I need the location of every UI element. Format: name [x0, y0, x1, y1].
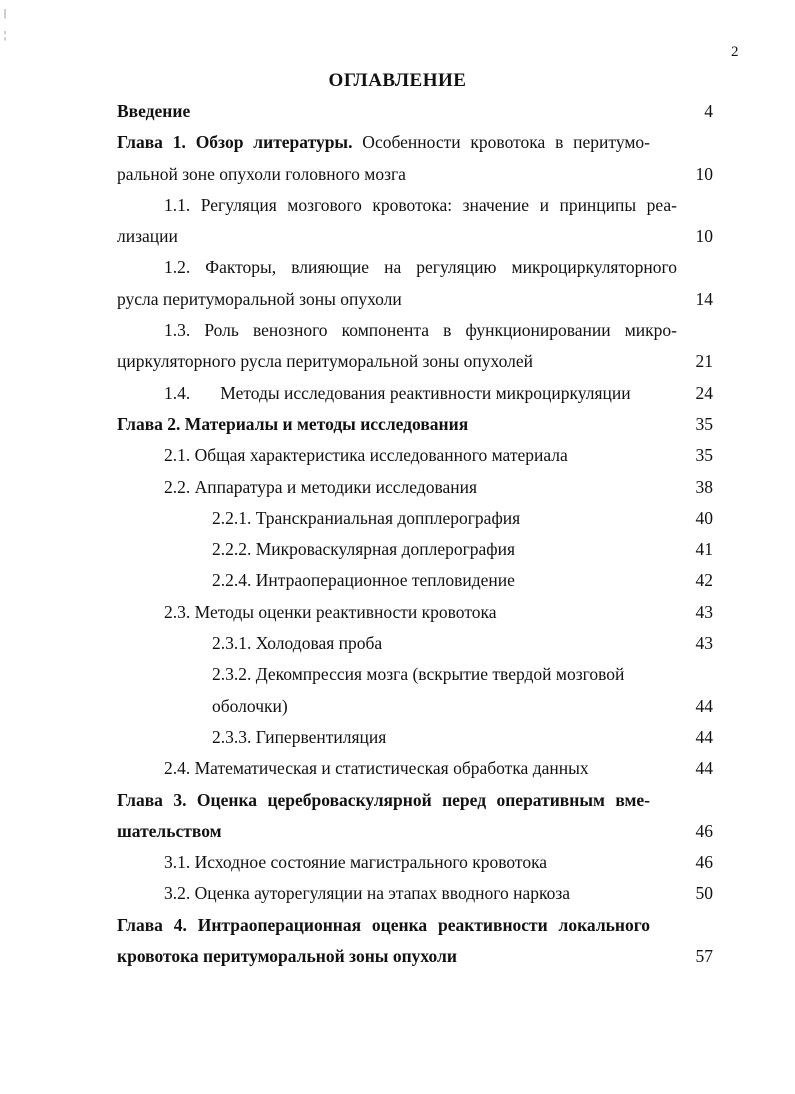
- toc-entry-page: 46: [695, 820, 713, 841]
- toc-entry-page: 44: [695, 758, 713, 779]
- table-of-contents: [117, 96, 717, 972]
- toc-entry-chapter-4-cont: [117, 941, 717, 972]
- toc-entry-number: 1.4.: [164, 382, 191, 403]
- toc-entry-page: 40: [695, 507, 713, 528]
- toc-entry-label: 2.3.3. Гипервентиляция: [212, 726, 387, 747]
- toc-entry-label: 3.2. Оценка ауторегуляции на этапах вводного наркоза: [164, 883, 571, 904]
- toc-entry-label: 2.3.2. Декомпрессия мозга (вскрытие твердой мозговой: [212, 664, 625, 685]
- toc-entry-page: 43: [695, 633, 713, 654]
- toc-entry-2-1: [117, 440, 717, 471]
- toc-entry-page: 14: [695, 288, 713, 309]
- toc-entry-1-2: [117, 252, 717, 283]
- toc-entry-label: Глава 3. Оценка цереброваскулярной перед оперативным вме-: [117, 789, 650, 810]
- margin-scan-mark: |: [4, 8, 7, 19]
- toc-entry-label: русла перитуморальной зоны опухоли: [117, 288, 402, 309]
- page-title: ОГЛАВЛЕНИЕ: [328, 70, 467, 91]
- toc-entry-1-3: [117, 315, 717, 346]
- toc-entry-page: 10: [695, 226, 713, 247]
- toc-entry-page: 57: [695, 946, 713, 967]
- toc-entry-3-1: [117, 847, 717, 878]
- toc-entry-label: 1.3. Роль венозного компонента в функционировании микро-: [164, 320, 677, 341]
- toc-entry-intro: [117, 96, 717, 127]
- toc-entry-1-1-cont: [117, 221, 717, 252]
- toc-entry-2-3-2: [117, 659, 717, 690]
- toc-entry-2-2: [117, 472, 717, 503]
- toc-entry-page: 44: [695, 695, 713, 716]
- toc-entry-page: 24: [695, 382, 713, 403]
- toc-entry-page: 38: [695, 476, 713, 497]
- toc-entry-label: Глава 4. Интраоперационная оценка реактивности локального: [117, 914, 650, 935]
- toc-entry-2-3: [117, 597, 717, 628]
- toc-entry-label: 2.2.1. Транскраниальная допплерография: [212, 507, 521, 528]
- toc-entry-1-3-cont: [117, 346, 717, 377]
- toc-entry-label: 1.2. Факторы, влияющие на регуляцию микроциркуляторного: [164, 257, 677, 278]
- toc-entry-chapter-1-cont: [117, 159, 717, 190]
- toc-chapter-heading: Глава 1. Обзор литературы.: [117, 132, 353, 153]
- toc-entry-page: 42: [695, 570, 713, 591]
- toc-entry-label: Глава 2. Материалы и методы исследования: [117, 413, 469, 434]
- toc-entry-page: 50: [695, 883, 713, 904]
- toc-entry-2-2-4: [117, 565, 717, 596]
- toc-entry-label: 2.1. Общая характеристика исследованного материала: [164, 445, 568, 466]
- toc-entry-label: 2.2.4. Интраоперационное тепловидение: [212, 570, 515, 591]
- toc-entry-label: шательством: [117, 820, 222, 841]
- toc-entry-page: 35: [695, 413, 713, 434]
- toc-entry-page: 41: [695, 539, 713, 560]
- toc-entry-2-3-1: [117, 628, 717, 659]
- toc-entry-page: 4: [704, 101, 713, 121]
- toc-entry-page: 44: [695, 726, 713, 747]
- margin-scan-mark: ¦: [4, 30, 7, 41]
- toc-entry-page: 43: [695, 601, 713, 622]
- toc-entry-1-1: [117, 190, 717, 221]
- toc-entry-label: Введение: [117, 101, 191, 121]
- toc-entry-label: 2.3.1. Холодовая проба: [212, 633, 383, 654]
- toc-entry-label: 2.2.2. Микроваскулярная доплерография: [212, 539, 516, 560]
- toc-entry-1-4: [117, 378, 717, 409]
- toc-entry-chapter-4: [117, 910, 717, 941]
- toc-entry-page: 10: [695, 163, 713, 184]
- toc-entry-2-2-1: [117, 503, 717, 534]
- toc-entry-label: лизации: [117, 226, 178, 247]
- toc-entry-label: ральной зоне опухоли головного мозга: [117, 163, 406, 184]
- toc-entry-2-3-2-cont: [117, 691, 717, 722]
- toc-entry-2-2-2: [117, 534, 717, 565]
- toc-entry-page: 35: [695, 445, 713, 466]
- toc-entry-1-2-cont: [117, 284, 717, 315]
- toc-entry-chapter-3-cont: [117, 816, 717, 847]
- toc-entry-label: 2.3. Методы оценки реактивности кровотока: [164, 601, 497, 622]
- toc-entry-page: 21: [695, 351, 713, 372]
- toc-entry-page: 46: [695, 852, 713, 873]
- toc-entry-chapter-3: [117, 785, 717, 816]
- toc-entry-label: Методы исследования реактивности микроциркуляции: [220, 382, 631, 403]
- toc-entry-label: 2.2. Аппаратура и методики исследования: [164, 476, 478, 497]
- toc-entry-label: 1.1. Регуляция мозгового кровотока: значение и принципы реа-: [164, 194, 677, 215]
- toc-entry-label: 2.4. Математическая и статистическая обработка данных: [164, 758, 589, 779]
- toc-entry-chapter-2: [117, 409, 717, 440]
- toc-entry-label: кровотока перитуморальной зоны опухоли: [117, 946, 457, 967]
- toc-entry-label: Особенности кровотока в перитумо-: [352, 132, 650, 153]
- toc-entry-2-3-3: [117, 722, 717, 753]
- toc-entry-2-4: [117, 753, 717, 784]
- toc-entry-label: 3.1. Исходное состояние магистрального кровотока: [164, 852, 548, 873]
- page-number: 2: [731, 44, 739, 60]
- toc-entry-label: оболочки): [212, 695, 288, 716]
- toc-entry-3-2: [117, 878, 717, 909]
- toc-entry-label: циркуляторного русла перитуморальной зоны опухолей: [117, 351, 533, 372]
- toc-entry-chapter-1: [117, 127, 717, 158]
